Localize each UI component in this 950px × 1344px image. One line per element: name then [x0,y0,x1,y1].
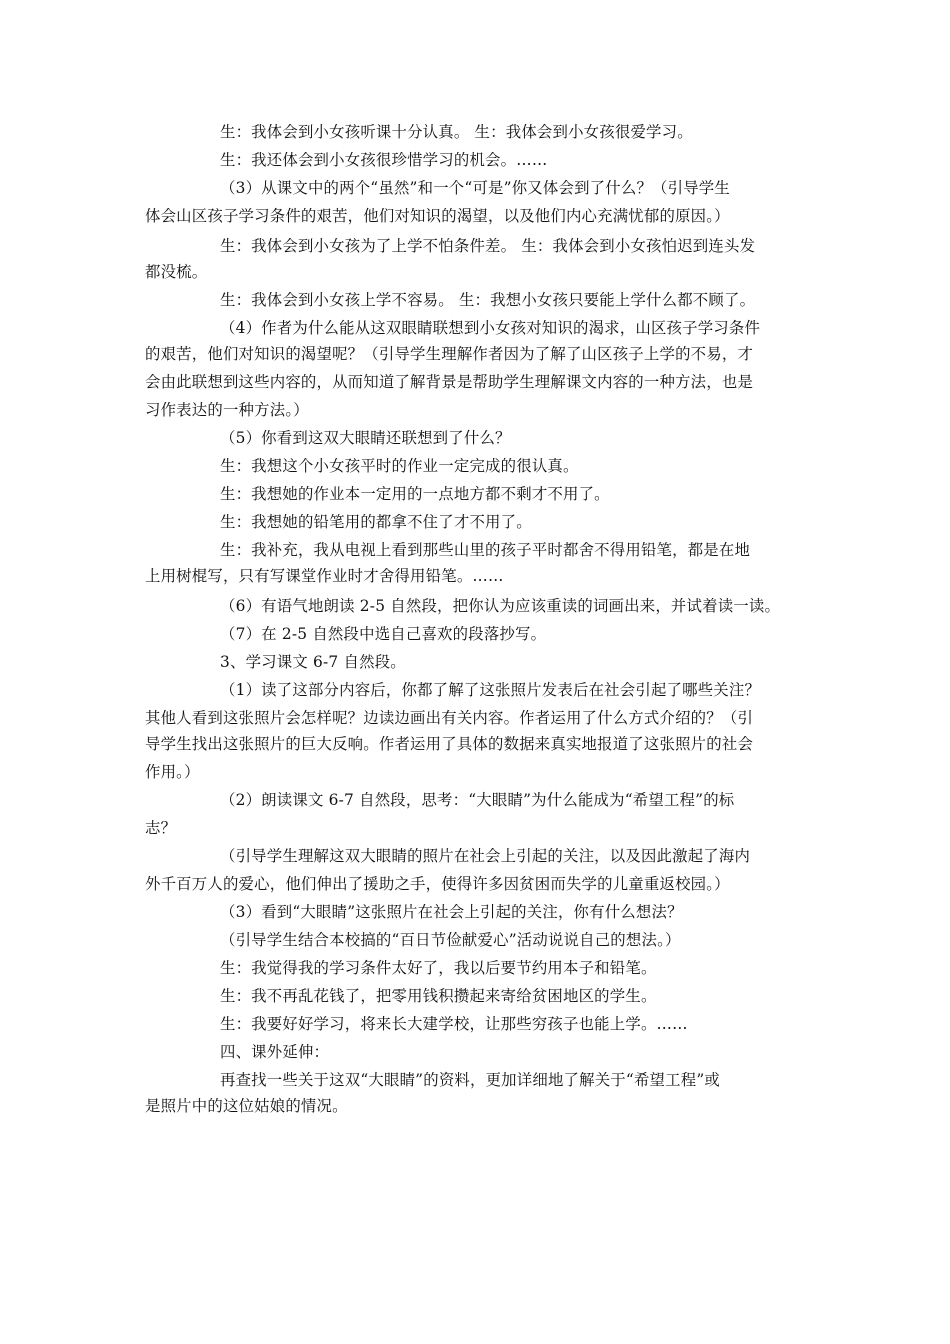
text-line: （引导学生理解这双大眼睛的照片在社会上引起的关注，以及因此激起了海内 [220,847,751,865]
text-line: 生：我体会到小女孩听课十分认真。 生：我体会到小女孩很爱学习。 [220,123,693,141]
text-line: （2）朗读课文 6-7 自然段，思考：“大眼睛”为什么能成为“希望工程”的标 [220,791,735,809]
text-line: 上用树棍写，只有写课堂作业时才舍得用铅笔。…… [145,567,504,585]
text-line: 志？ [145,819,177,837]
text-line: 生：我不再乱花钱了，把零用钱积攒起来寄给贫困地区的学生。 [220,987,657,1005]
text-line: 生：我想她的作业本一定用的一点地方都不剩才不用了。 [220,485,610,503]
text-line: 外千百万人的爱心，他们伸出了援助之手，使得许多因贫困而失学的儿童重返校园。） [145,875,730,893]
text-line: 生：我补充，我从电视上看到那些山里的孩子平时都舍不得用铅笔，都是在地 [220,541,751,559]
text-line: 习作表达的一种方法。） [145,401,309,419]
text-line: （6）有语气地朗读 2-5 自然段，把你认为应该重读的词画出来，并试着读一读。 [220,597,781,615]
text-line: 生：我想这个小女孩平时的作业一定完成的很认真。 [220,457,579,475]
text-line: 导学生找出这张照片的巨大反响。作者运用了具体的数据来真实地报道了这张照片的社会 [145,735,754,753]
text-line: 生：我体会到小女孩上学不容易。 生：我想小女孩只要能上学什么都不顾了。 [220,291,756,309]
text-line: 再查找一些关于这双“大眼睛”的资料，更加详细地了解关于“希望工程”或 [220,1071,720,1089]
text-line: 生：我要好好学习，将来长大建学校，让那些穷孩子也能上学。…… [220,1015,688,1033]
text-line: （1）读了这部分内容后，你都了解了这张照片发表后在社会引起了哪些关注？ [220,681,761,699]
text-line: （4）作者为什么能从这双眼睛联想到小女孩对知识的渴求，山区孩子学习条件 [220,319,761,337]
text-line: 3、学习课文 6-7 自然段。 [220,653,406,671]
text-line: 是照片中的这位姑娘的情况。 [145,1097,348,1115]
text-line: 的艰苦，他们对知识的渴望呢？（引导学生理解作者因为了解了山区孩子上学的不易，才 [145,345,754,363]
text-line: 生：我觉得我的学习条件太好了，我以后要节约用本子和铅笔。 [220,959,657,977]
text-line: （3）看到“大眼睛”这张照片在社会上引起的关注，你有什么想法？ [220,903,683,921]
text-line: 其他人看到这张照片会怎样呢？边读边画出有关内容。作者运用了什么方式介绍的？（引 [145,709,754,727]
text-line: （5）你看到这双大眼睛还联想到了什么？ [220,429,511,447]
text-line: 生：我体会到小女孩为了上学不怕条件差。 生：我体会到小女孩怕迟到连头发 [220,237,756,255]
text-line: 生：我还体会到小女孩很珍惜学习的机会。…… [220,151,548,169]
text-line: 作用。） [145,763,200,781]
text-line: （3）从课文中的两个“虽然”和一个“可是”你又体会到了什么？（引导学生 [220,179,730,197]
text-line: 会由此联想到这些内容的，从而知道了解背景是帮助学生理解课文内容的一种方法，也是 [145,373,754,391]
text-line: 四、课外延伸： [220,1043,330,1061]
text-line: （7）在 2-5 自然段中选自己喜欢的段落抄写。 [220,625,547,643]
text-line: （引导学生结合本校搞的“百日节俭献爱心”活动说说自己的想法。） [220,931,681,949]
text-line: 都没梳。 [145,263,208,281]
text-line: 体会山区孩子学习条件的艰苦，他们对知识的渴望，以及他们内心充满忧郁的原因。） [145,207,730,225]
text-line: 生：我想她的铅笔用的都拿不住了才不用了。 [220,513,532,531]
